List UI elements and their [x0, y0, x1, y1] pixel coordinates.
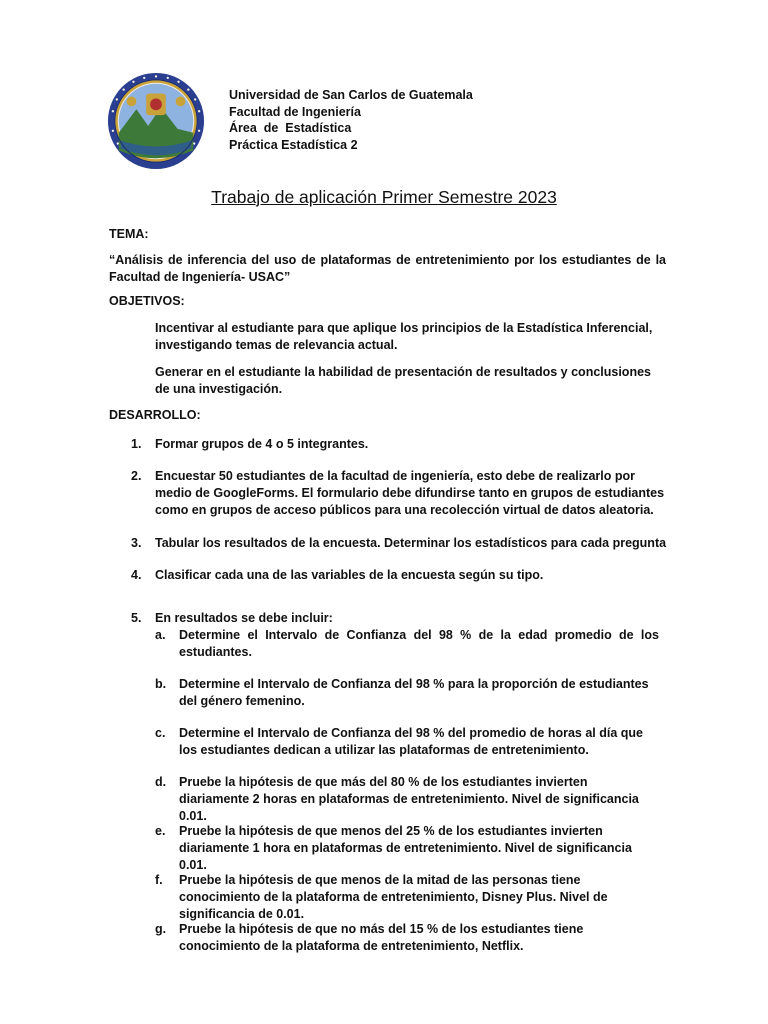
usac-seal-icon [107, 72, 205, 170]
sub-list-item-text: Pruebe la hipótesis de que no más del 15 % de los estudiantes tiene conocimiento de la plataforma de entretenimiento, Netflix. [179, 922, 584, 953]
sub-list-item-text: Determine el Intervalo de Confianza del 98 % del promedio de horas al día que los estudiantes dedican a utilizar las plataformas de entretenimiento. [179, 726, 644, 757]
list-item-number: 4. [131, 568, 142, 582]
sub-list-item-letter: d. [155, 775, 167, 789]
list-item-text: Tabular los resultados de la encuesta. Determinar los estadísticos para cada pregunta [155, 536, 667, 550]
sub-list-item-letter: a. [155, 628, 166, 642]
sub-list-item-letter: f. [155, 873, 163, 887]
course-name: Práctica Estadística 2 [229, 137, 358, 152]
sub-list-item-text: Pruebe la hipótesis de que más del 80 % de los estudiantes invierten diariamente 2 horas en plataformas de entretenimiento. Nivel de significancia 0.01. [179, 775, 639, 823]
sub-list-item-text: Determine el Intervalo de Confianza del 98 % de la edad promedio de los estudiantes. [179, 628, 659, 659]
document-title: Trabajo de aplicación Primer Semestre 2023 [211, 187, 557, 207]
objective-item: Generar en el estudiante la habilidad de presentación de resultados y conclusiones de una investigación. [155, 365, 651, 396]
sub-list-item-text: Determine el Intervalo de Confianza del 98 % para la proporción de estudiantes del género femenino. [179, 677, 649, 708]
list-item-text: En resultados se debe incluir: [155, 611, 333, 625]
objective-item: Incentivar al estudiante para que aplique los principios de la Estadística Inferencial, investigando temas de relevancia actual. [155, 321, 653, 352]
objetivos-heading: OBJETIVOS: [109, 294, 185, 308]
sub-list-item-letter: e. [155, 824, 166, 838]
list-item-number: 5. [131, 611, 142, 625]
list-item-number: 1. [131, 437, 142, 451]
sub-list-item-letter: c. [155, 726, 166, 740]
tema-text: “Análisis de inferencia del uso de plataformas de entretenimiento por los estudiantes de la Facultad de Ingeniería- USAC” [109, 253, 666, 284]
list-item-text: Clasificar cada una de las variables de la encuesta según su tipo. [155, 568, 544, 582]
faculty-name: Facultad de Ingeniería [229, 104, 361, 119]
tema-heading: TEMA: [109, 227, 149, 241]
area-name: Área de Estadística [229, 121, 352, 135]
desarrollo-heading: DESARROLLO: [109, 408, 201, 422]
sub-list-item-text: Pruebe la hipótesis de que menos de la mitad de las personas tiene conocimiento de la plataforma de entretenimiento, Disney Plus. Nivel de significancia de 0.01. [179, 873, 608, 921]
sub-list-item-letter: g. [155, 922, 167, 936]
list-item-number: 2. [131, 469, 142, 483]
list-item-number: 3. [131, 536, 142, 550]
university-name: Universidad de San Carlos de Guatemala [229, 88, 473, 102]
list-item-text: Formar grupos de 4 o 5 integrantes. [155, 437, 369, 451]
list-item-text: Encuestar 50 estudiantes de la facultad de ingeniería, esto debe de realizarlo por medio de GoogleForms. El formulario debe difundirse tanto en grupos de estudiantes como en grupos de acceso públicos para una recolección virtual de datos aleatoria. [155, 469, 665, 517]
sub-list-item-text: Pruebe la hipótesis de que menos del 25 % de los estudiantes invierten diariamente 1 hora en plataformas de entretenimiento. Nivel de significancia 0.01. [179, 824, 632, 872]
sub-list-item-letter: b. [155, 677, 167, 691]
institution-header [229, 87, 473, 153]
